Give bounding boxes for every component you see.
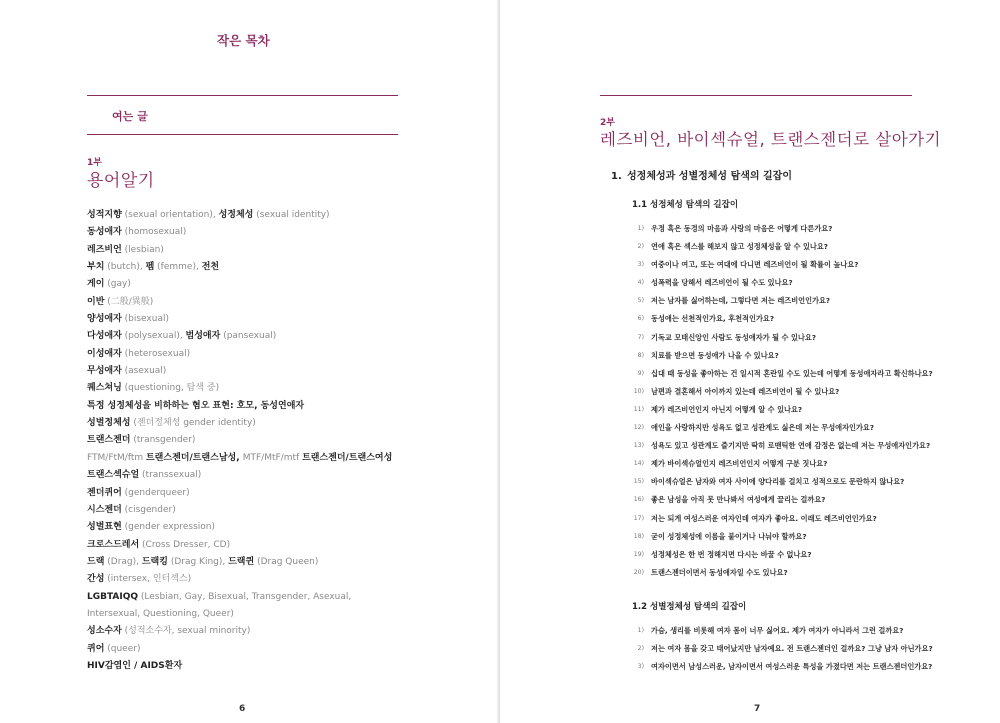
question-item xyxy=(626,333,956,351)
question-item xyxy=(626,242,956,260)
question-item xyxy=(626,477,956,495)
term-entry xyxy=(87,328,387,345)
term-gloss: (homosexual) xyxy=(121,227,187,238)
question-number: 7) xyxy=(637,333,644,341)
term-name: 양성애자 xyxy=(87,314,122,325)
question-number: 12) xyxy=(633,424,644,432)
question-item xyxy=(626,459,956,477)
question-number: 16) xyxy=(633,496,644,504)
term-name: 동성애자 xyxy=(87,227,122,238)
question-text: 여자이면서 남성스러운, 남자이면서 여성스러운 특성을 가졌다면 저는 트랜스젠더인가요? xyxy=(651,662,933,672)
term-entry xyxy=(87,207,387,224)
subsection-title: 성정체성 탐색의 길잡이 xyxy=(650,200,739,210)
subsection-number: 1.2 xyxy=(632,602,648,612)
question-item xyxy=(626,314,956,332)
term-gloss: (Lesbian, Gay, Bisexual, Transgender, Asexual, Intersexual, Questioning, Queer) xyxy=(87,591,352,619)
question-text: 제가 레즈비언인지 아닌지 어떻게 알 수 있나요? xyxy=(651,404,803,414)
term-gloss: (lesbian) xyxy=(121,244,164,255)
term-gloss: (성적소수자, sexual minority) xyxy=(121,626,251,637)
question-item xyxy=(626,423,956,441)
term-name: 특정 성정체성을 비하하는 혐오 표현: 호모, 동성연애자 xyxy=(87,400,305,411)
question-number: 3) xyxy=(637,663,644,671)
term-gloss: MTF/MtF/mtf xyxy=(242,452,303,463)
question-number: 15) xyxy=(633,478,644,486)
question-item xyxy=(626,387,956,405)
question-text: 성폭력을 당해서 레즈비언이 될 수도 있나요? xyxy=(651,278,793,288)
term-name: 다성애자 xyxy=(87,331,122,342)
question-text: 남편과 결혼해서 아이까지 있는데 레즈비언이 될 수 있나요? xyxy=(651,386,840,396)
question-item xyxy=(626,405,956,423)
subsection-heading xyxy=(632,198,738,210)
term-name: 드랙퀸 xyxy=(228,556,255,567)
term-gloss: (intersex, 인터섹스) xyxy=(104,574,192,585)
part-number: 1부 xyxy=(87,158,102,168)
term-name: 트랜스섹슈얼 xyxy=(87,470,140,481)
term-gloss: (transgender) xyxy=(130,435,196,446)
term-entry xyxy=(87,623,387,640)
page-number: 7 xyxy=(754,704,761,714)
question-number: 1) xyxy=(637,627,644,634)
question-item xyxy=(626,550,956,568)
term-gloss: (queer) xyxy=(104,643,141,654)
part-title: 용어알기 xyxy=(87,171,155,191)
term-name: 성별표현 xyxy=(87,522,122,533)
question-number: 5) xyxy=(637,297,644,305)
question-item xyxy=(626,644,956,662)
question-number: 6) xyxy=(637,315,644,323)
question-item xyxy=(626,626,956,644)
question-number: 1) xyxy=(637,225,644,232)
term-entry xyxy=(87,537,387,554)
term-gloss: (sexual orientation), xyxy=(121,210,219,220)
question-text: 십대 때 동성을 좋아하는 건 일시적 혼란일 수도 있는데 어떻게 동성애자라고 확신하나요? xyxy=(651,368,933,378)
term-name: 이성애자 xyxy=(87,348,122,359)
question-number: 4) xyxy=(637,279,644,287)
term-gloss: FTM/FtM/ftm xyxy=(87,452,146,463)
question-number: 17) xyxy=(633,514,644,522)
term-gloss: (sexual identity) xyxy=(253,210,330,220)
section-title: 성정체성과 성별정체성 탐색의 길잡이 xyxy=(627,171,793,182)
question-text: 여중이나 여고, 또는 여대에 다니면 레즈비언이 될 확률이 높나요? xyxy=(651,260,859,270)
term-name: HIV감염인 / AIDS환자 xyxy=(87,660,183,671)
subsection-title: 성별정체성 탐색의 길잡이 xyxy=(650,602,747,612)
term-gloss: (pansexual) xyxy=(220,331,277,342)
question-item xyxy=(626,351,956,369)
term-gloss: (bisexual) xyxy=(121,314,169,325)
term-name: 성소수자 xyxy=(87,626,122,637)
term-entry xyxy=(87,554,387,571)
term-name: 펨 xyxy=(145,262,155,273)
question-item xyxy=(626,514,956,532)
page-number: 6 xyxy=(239,704,246,714)
term-name: 범성애자 xyxy=(185,331,221,342)
term-gloss: (Drag Queen) xyxy=(254,556,319,567)
question-item xyxy=(626,296,956,314)
term-name: 성정체성 xyxy=(218,210,254,220)
term-gloss: (cisgender) xyxy=(121,504,176,515)
question-number: 19) xyxy=(633,550,644,558)
term-entry xyxy=(87,346,387,363)
term-entry xyxy=(87,363,387,380)
divider xyxy=(87,95,398,96)
term-entry xyxy=(87,276,387,293)
term-gloss: (Cross Dresser, CD) xyxy=(139,539,231,550)
term-entry xyxy=(87,432,387,449)
term-gloss: (heterosexual) xyxy=(121,348,191,359)
part-number: 2부 xyxy=(600,118,615,128)
term-entry xyxy=(87,589,387,624)
term-name: 젠더퀴어 xyxy=(87,487,122,498)
question-text: 우정 혹은 동경의 마음과 사랑의 마음은 어떻게 다른가요? xyxy=(651,224,833,233)
term-gloss: (polysexual), xyxy=(121,331,186,342)
term-name: 간성 xyxy=(87,574,105,585)
term-entry xyxy=(87,571,387,588)
question-text: 성욕도 있고 성관계도 즐기지만 딱히 로맨틱한 연애 감정은 없는데 저는 무성애자인가요? xyxy=(651,441,931,451)
term-gloss: (gender expression) xyxy=(121,522,215,533)
question-number: 11) xyxy=(633,405,644,413)
term-name: 트랜스젠더 xyxy=(87,435,131,446)
question-item xyxy=(626,495,956,513)
term-gloss: (젠더정체성 gender identity) xyxy=(130,418,256,429)
question-text: 가슴, 생리를 비롯해 여자 몸이 너무 싫어요. 제가 여자가 아니라서 그런 걸까요? xyxy=(651,626,904,635)
question-number: 2) xyxy=(637,243,644,251)
question-text: 저는 남자를 싫어하는데, 그렇다면 저는 레즈비언인가요? xyxy=(651,296,831,306)
term-gloss: (transsexual) xyxy=(139,470,202,481)
question-number: 3) xyxy=(637,261,644,269)
term-gloss: (二般/異般) xyxy=(104,296,154,307)
term-entry xyxy=(87,641,387,658)
question-number: 2) xyxy=(637,645,644,653)
question-text: 바이섹슈얼은 남자와 여자 사이에 양다리를 걸치고 성적으로도 문란하지 않나요? xyxy=(651,477,905,487)
term-name: 게이 xyxy=(87,279,105,290)
term-gloss: (genderqueer) xyxy=(121,487,190,498)
question-text: 동성애는 선천적인가요, 후천적인가요? xyxy=(651,314,774,324)
question-number: 9) xyxy=(637,369,644,377)
term-entry xyxy=(87,380,387,397)
term-name: 퀘스쳐닝 xyxy=(87,383,122,394)
question-text: 애인을 사랑하지만 성욕도 없고 성관계도 싫은데 저는 무성애자인가요? xyxy=(651,423,875,433)
question-number: 20) xyxy=(633,568,644,576)
question-text: 치료를 받으면 동성애가 나을 수 있나요? xyxy=(651,350,779,360)
term-list xyxy=(87,207,393,675)
subsection-heading xyxy=(632,600,746,612)
question-text: 제가 바이섹슈얼인지 레즈비언인지 어떻게 구분 짓나요? xyxy=(651,459,828,469)
question-item xyxy=(626,532,956,550)
question-text: 성정체성은 한 번 정해지면 다시는 바꿀 수 없나요? xyxy=(651,549,812,559)
question-text: 저는 여자 몸을 갖고 태어났지만 남자예요. 전 트랜스젠더인 걸까요? 그냥 남자 아닌가요? xyxy=(651,644,933,654)
term-gloss: (asexual) xyxy=(121,366,167,377)
question-text: 연애 혹은 섹스를 해보지 않고 성정체성을 알 수 있나요? xyxy=(651,242,828,252)
question-number: 14) xyxy=(633,460,644,468)
term-entry xyxy=(87,658,387,675)
question-text: 트랜스젠더이면서 동성애자일 수도 있나요? xyxy=(651,567,788,577)
question-text: 저는 되게 여성스러운 여자인데 여자가 좋아요. 이래도 레즈비언인가요? xyxy=(651,513,877,523)
term-entry xyxy=(87,224,387,241)
divider xyxy=(87,134,398,135)
question-number: 8) xyxy=(637,351,644,359)
term-entry xyxy=(87,450,393,467)
question-item xyxy=(626,441,956,459)
term-name: 드랙 xyxy=(87,556,105,567)
term-name: LGBTAIQQ xyxy=(87,591,139,602)
question-text: 기독교 모태신앙인 사람도 동성애자가 될 수 있나요? xyxy=(651,332,816,342)
term-gloss: (butch), xyxy=(104,262,146,273)
term-entry xyxy=(87,294,387,311)
term-gloss: (Drag King), xyxy=(167,556,229,567)
divider xyxy=(600,95,912,96)
section-number: 1. xyxy=(611,171,622,182)
term-name: 트랜스젠더/트랜스여성 xyxy=(302,452,393,463)
term-entry xyxy=(87,311,387,328)
question-number: 10) xyxy=(633,387,644,395)
question-text: 좋은 남성을 아직 못 만나봐서 여성에게 끌리는 걸까요? xyxy=(651,495,826,505)
term-gloss: (questioning, 탐색 중) xyxy=(121,383,220,394)
toc-entry-intro: 여는 글 xyxy=(112,110,148,123)
mini-toc-heading: 작은 목차 xyxy=(217,33,270,48)
part-title: 레즈비언, 바이섹슈얼, 트랜스젠더로 살아가기 xyxy=(600,130,942,149)
question-item xyxy=(626,662,956,680)
term-name: 크로스드레서 xyxy=(87,539,140,550)
term-entry xyxy=(87,485,387,502)
term-name: 레즈비언 xyxy=(87,244,122,255)
term-name: 트랜스젠더/트랜스남성, xyxy=(145,452,243,463)
term-entry xyxy=(87,467,387,484)
term-entry xyxy=(87,242,387,259)
term-entry xyxy=(87,259,387,276)
section-heading xyxy=(611,167,792,182)
term-entry xyxy=(87,502,387,519)
term-name: 드랙킹 xyxy=(141,556,168,567)
question-item xyxy=(626,568,956,586)
question-item xyxy=(626,278,956,296)
term-name: 퀴어 xyxy=(87,643,105,654)
question-list xyxy=(626,626,956,680)
term-gloss: (Drag), xyxy=(104,556,142,567)
question-number: 13) xyxy=(633,442,644,450)
term-entry xyxy=(87,398,387,415)
term-name: 무성애자 xyxy=(87,366,122,377)
term-entry xyxy=(87,519,387,536)
question-number: 18) xyxy=(633,532,644,540)
question-item xyxy=(626,369,956,387)
question-item xyxy=(626,224,956,242)
term-name: 전천 xyxy=(201,262,220,273)
subsection-number: 1.1 xyxy=(632,200,648,210)
term-gloss: (femme), xyxy=(154,262,202,273)
term-name: 부치 xyxy=(87,262,105,273)
term-name: 시스젠더 xyxy=(87,504,122,515)
term-gloss: (gay) xyxy=(104,279,131,290)
term-name: 성적지향 xyxy=(87,210,122,220)
question-list xyxy=(626,224,956,586)
question-text: 굳이 성정체성에 이름을 붙이거나 나눠야 할까요? xyxy=(651,531,807,541)
question-item xyxy=(626,260,956,278)
left-page xyxy=(0,0,498,723)
term-name: 성별정체성 xyxy=(87,418,131,429)
term-name: 이반 xyxy=(87,296,105,307)
term-entry xyxy=(87,415,387,432)
